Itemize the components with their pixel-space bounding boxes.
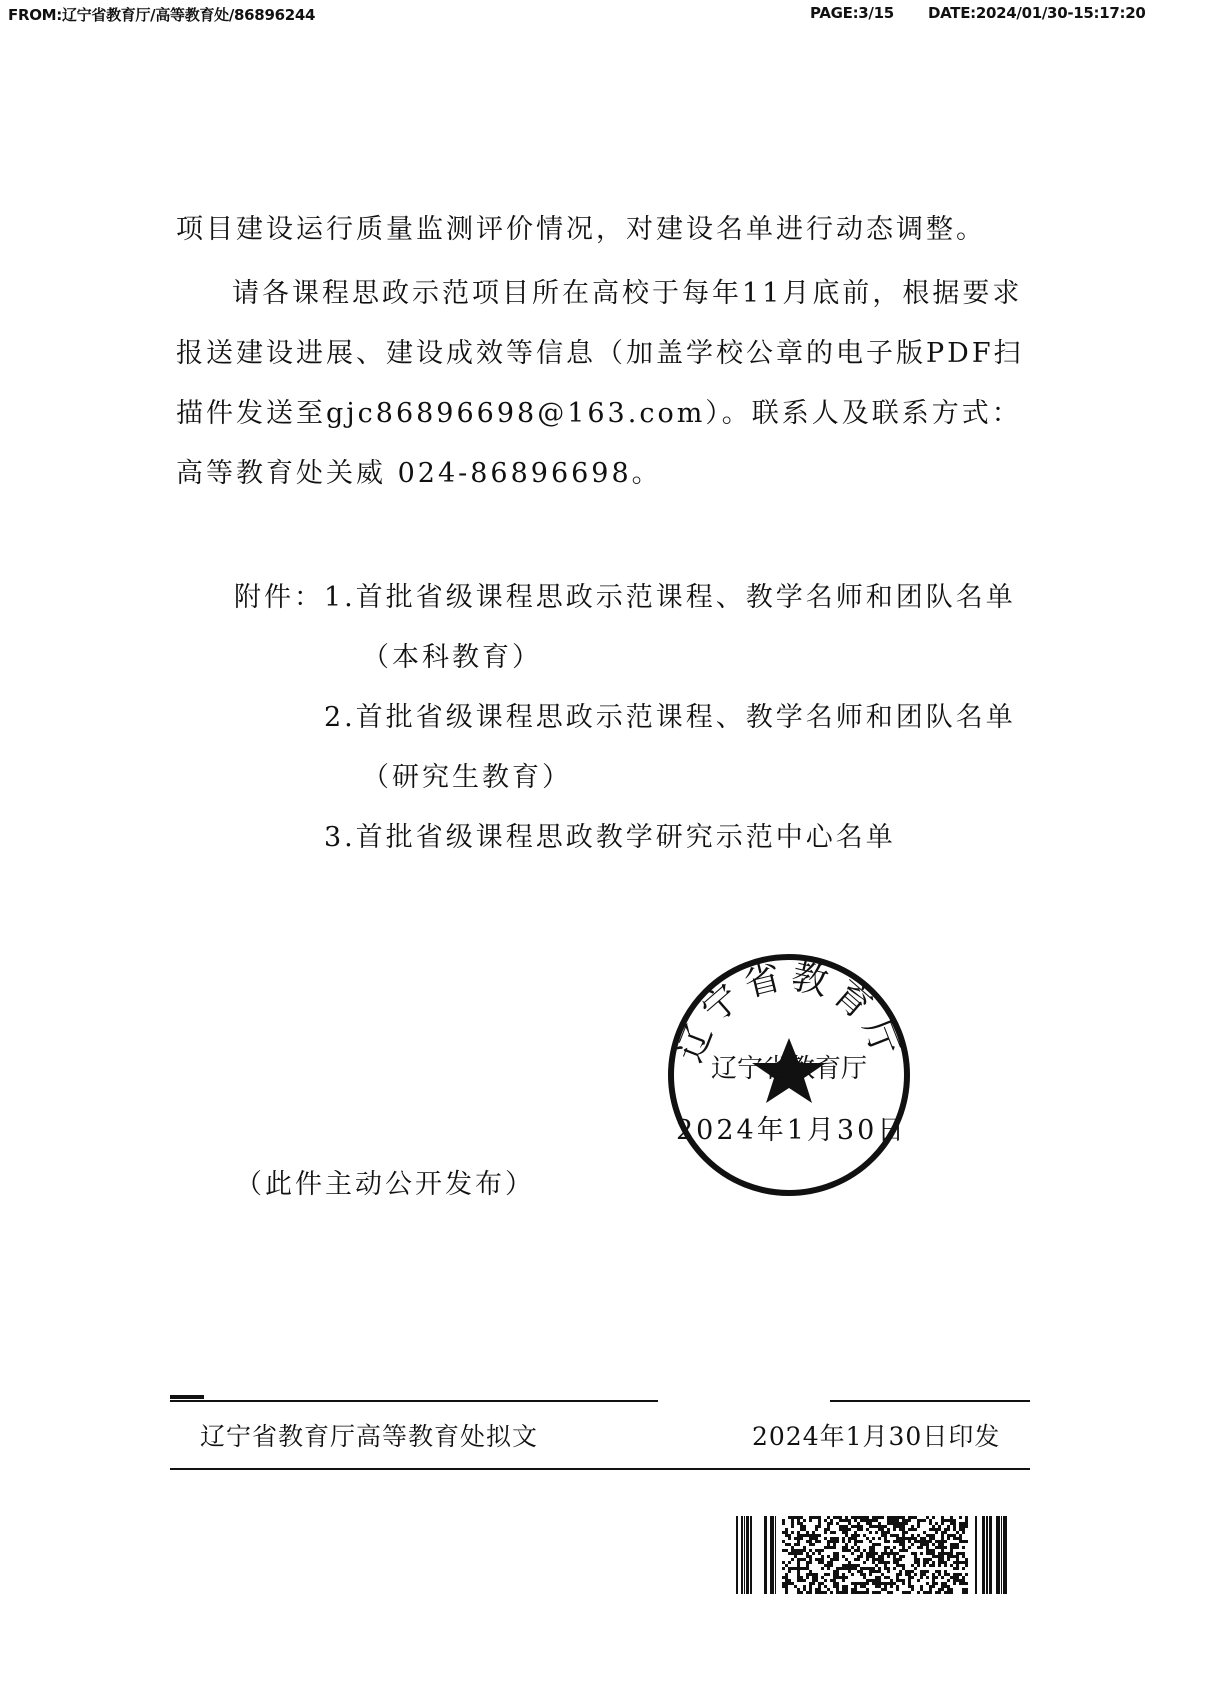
body-paragraph-2: 请各课程思政示范项目所在高校于每年11月底前，根据要求报送建设进展、建设成效等信息（加盖学校公章的电子版PDF扫描件发送至gjc86896698@163.com）。联系人及联系方式：高等教育处关威 024-86896698。	[176, 278, 1024, 489]
fax-date: DATE:2024/01/30-15:17:20	[928, 4, 1146, 22]
seal-outer-text: 辽宁省教育厅	[669, 955, 909, 1068]
attachment-subtitle: （本科教育）	[362, 642, 542, 673]
attachment-item-1	[234, 568, 1016, 688]
public-release-note: （此件主动公开发布）	[235, 1169, 535, 1200]
attachment-title: 2.首批省级课程思政示范课程、教学名师和团队名单	[324, 702, 1016, 733]
body-paragraph-1: 项目建设运行质量监测评价情况，对建设名单进行动态调整。	[176, 214, 986, 245]
footer-divider-bottom	[170, 1468, 1030, 1470]
barcode-icon	[736, 1508, 1016, 1598]
fax-header	[0, 0, 1220, 28]
attachment-title: 3.首批省级课程思政教学研究示范中心名单	[324, 822, 896, 853]
footer-mark	[170, 1395, 204, 1399]
document-barcode	[736, 1508, 1016, 1598]
attachment-item-3	[234, 808, 1016, 868]
signature-date: 2024年1月30日	[676, 1115, 908, 1146]
attachment-item-2	[234, 688, 1016, 808]
official-seal	[664, 950, 914, 1200]
official-seal-graphic	[664, 950, 914, 1200]
footer-divider-right	[830, 1400, 1030, 1402]
fax-from: FROM:辽宁省教育厅/高等教育处/86896244	[8, 6, 316, 24]
attachment-title: 1.首批省级课程思政示范课程、教学名师和团队名单	[324, 582, 1016, 613]
seal-inner-text: 辽宁省教育厅	[710, 1054, 868, 1084]
fax-page-number: PAGE:3/15	[810, 4, 894, 22]
attachments-label: 附件：	[234, 582, 324, 613]
attachments-list	[234, 568, 1016, 868]
attachment-subtitle: （研究生教育）	[362, 762, 572, 793]
footer-issue-date: 2024年1月30日印发	[752, 1422, 1001, 1451]
footer-divider-left	[170, 1400, 658, 1402]
footer-issuer: 辽宁省教育厅高等教育处拟文	[200, 1422, 539, 1451]
